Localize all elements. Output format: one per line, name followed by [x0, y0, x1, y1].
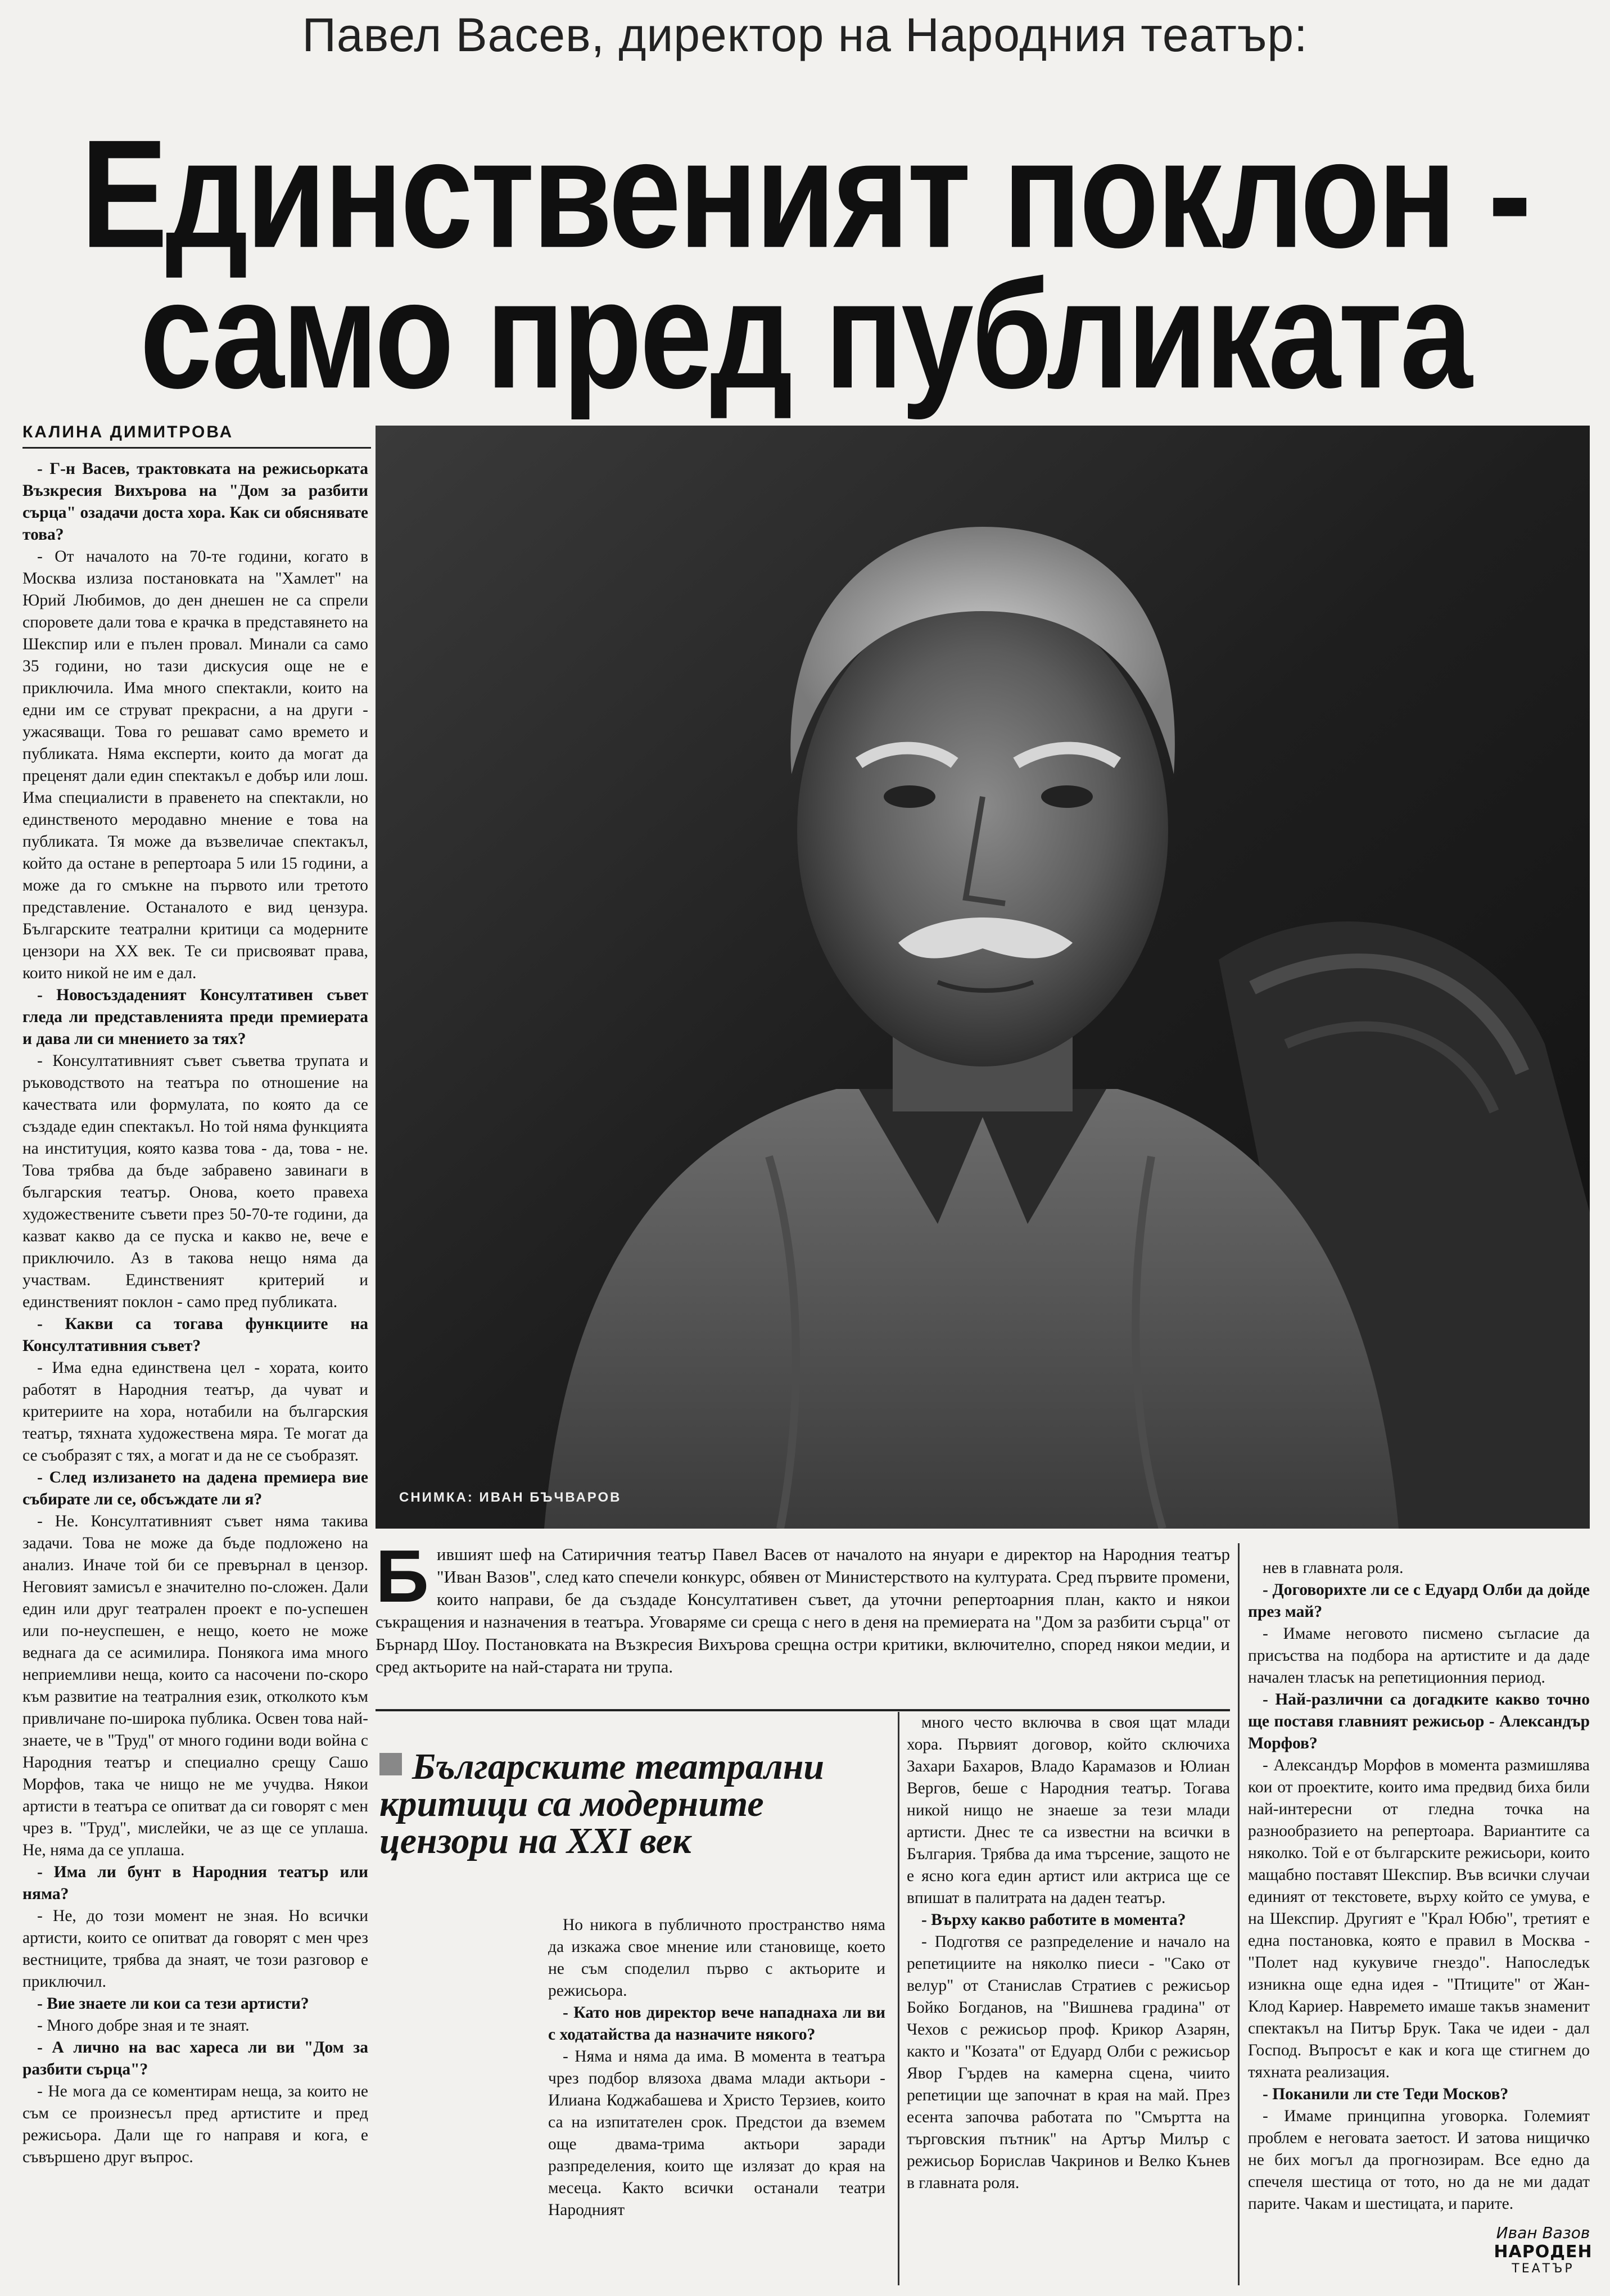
interview-question: - Като нов директор вече нападнаха ли ви с ходатайства да назначите някого?	[548, 2004, 885, 2044]
interview-answer: - Не. Консултативният съвет няма такива задачи. Това не може да бъде подложено на анализ. Иначе той би се превърнал в цензор. Неговият замисъл е значително по-сложен. Дали един или друг театрален проект е по-успешен или по-неуспешен, е нещо, което не може веднага да се асимилира. Понякога има много неприемливи неща, които са насочени по-скоро към развитие на театралния език, отколкото към привличане по-широка публика. Освен това най-знаете, че в "Труд" от много години води война с Народния театър и специално срещу Сашо Морфов, така че нищо не ме учудва. Някои артисти в театъра се опитват да си говорят с мен чрез в. "Труд", мислейки, че аз ще се уплаша. Не, няма да се уплаша.	[22, 1512, 368, 1859]
drop-cap: Б	[376, 1543, 429, 1617]
headline-line-2: само пред публиката	[139, 248, 1471, 421]
interview-answer: - Александър Морфов в момента размишлява кои от проектите, които има предвид биха били най-интересни от гледна точка на разнообразието на репертоара. Вариантите са няколко. Той е от българските режисьори, които мащабно поставят Шекспир. Във всички случаи единият от текстовете, върху който се умува, е на Шекспир. Другият е "Крал Юбю", третият е една постановка, която е правил в Москва - "Полет над кукувиче гнездо". Напоследък изникна още една идея - "Птиците" от Жан-Клод Кариер. Навремето имаше такъв знаменит спектакъл на Питър Брук. Така че идеи - дал Господ. Въпросът е как и кога ще стигнем до тяхната реализация.	[1248, 1756, 1590, 2081]
interview-question: - Какви са тогава функциите на Консултативния съвет?	[22, 1315, 368, 1355]
kicker: Павел Васев, директор на Народния театър:	[302, 8, 1308, 61]
interview-answer: - Не, до този момент не зная. Но всички артисти, които се опитват да говорят с мен чрез вестниците, трябва да знаят, че този разговор е приключил.	[22, 1907, 368, 1991]
interview-question: - Върху какво работите в момента?	[921, 1911, 1186, 1929]
subhead-text: Българските театрални критици са модерните цензори на XXI век	[379, 1746, 825, 1861]
byline: КАЛИНА ДИМИТРОВА	[22, 423, 234, 441]
lead-text: ившият шеф на Сатиричния театър Павел Васев от началото на януари е директор на Народния театър "Иван Вазов", след като спечели конкурс, обявен от Министерството на културата. Сред първите промени, които направи, бе да създаде Консултативен съвет, да уточни репертоарния план, както и някои съкращения и назначения в театъра. Уговаряме си среща с него в деня на премиерата на "Дом за разбити сърца" от Бърнард Шоу. Постановката на Възкресия Вихърова срещна остри критики, включително, според някои медии, и сред актьорите на най-старата ни трупа.	[376, 1544, 1230, 1676]
interview-question: - Новосъздаденият Консултативен съвет гледа ли представленията преди премиерата и дава ли си мнението за тях?	[22, 986, 368, 1048]
interview-answer: - Не мога да се коментирам неща, за които не съм се произнесъл пред артистите и пред режисьора. Дали ще го направя и кога, е съвършено друг въпрос.	[22, 2082, 368, 2166]
interview-answer: много често включва в своя щат млади хора. Първият договор, който сключихa Захари Бахаров, Владо Карамазов и Юлиан Вергов, беше с Народния театър. Тогава никой нищо не знаеше за тези млади артисти. Днес те са известни на всички в България. Трябва да има търсение, защото не е ясно кога един артист или актриса ще се впишат в палитрата на даден театър.	[907, 1714, 1230, 1907]
interview-question: - Поканили ли сте Теди Москов?	[1263, 2085, 1509, 2103]
lead-paragraph	[376, 1543, 1230, 1701]
interview-answer: - Няма и няма да има. В момента в театъра чрез подбор влязоха двама млади актьори - Илиана Коджабашева и Христо Терзиев, които са на изпитателен срок. Предстои да вземем още двама-трима актьори заради разпределения, които ще излязат до края на месеца. Както всички останали театри Народният	[548, 2048, 885, 2219]
theatre-stamp-logo	[1484, 2223, 1602, 2285]
interview-question: - Г-н Васев, трактовката на режисьорката Възкресия Вихърова на "Дом за разбити сърца" озадачи доста хора. Как си обяснявате това?	[22, 460, 368, 544]
article-column-1	[22, 458, 368, 2285]
interview-answer: - Имаме неговото писмено съгласие да присъства на подбора на артистите и да даде начален тласък на репетиционния период.	[1248, 1625, 1590, 1687]
stamp-line-2: НАРОДЕН	[1494, 2242, 1593, 2262]
article-column-4	[907, 1712, 1230, 2285]
interview-answer: нев в главната роля.	[1263, 1559, 1404, 1577]
interview-answer: Но никога в публичното пространство няма да изкажа свое мнение или становище, което не съм споделил първо с актьорите и режисьора.	[548, 1916, 885, 2000]
subhead	[379, 1748, 891, 1860]
interview-question: - А лично на вас хареса ли ви "Дом за разбити сърца"?	[22, 2039, 368, 2078]
lead-rule	[376, 1709, 1230, 1711]
interview-answer: - Имаме принципна уговорка. Големият проблем е неговата заетост. И затова нищичко не бих могъл да прогнозирам. Все едно да спечеля шестица от тото, но да не ми дадат парите. Чакам и шестицата, и парите.	[1248, 2107, 1590, 2213]
portrait-photo	[376, 426, 1590, 1529]
interview-question: - След излизането на дадена премиера вие събирате ли се, обсъждате ли я?	[22, 1468, 368, 1508]
interview-question: - Има ли бунт в Народния театър или няма?	[22, 1863, 368, 1903]
interview-question: - Най-различни са догадките какво точно ще поставя главният режисьор - Александър Морфов?	[1248, 1691, 1590, 1752]
article-column-5	[1248, 1557, 1590, 2285]
portrait-illustration	[376, 426, 1590, 1529]
interview-question: - Вие знаете ли кои са тези артисти?	[37, 1995, 309, 2013]
interview-answer: - Има една единствена цел - хората, които работят в Народния театър, да чуват и критериите на хора, нотабили на българския театър, тяхната художествена мяра. Те могат да се съобразят с тях, а могат и да не се съобразят.	[22, 1359, 368, 1465]
interview-answer: - Подготвя се разпределение и начало на репетициите на няколко пиеси - "Сако от велур" от Станислав Стратиев с режисьор Бойко Богданов, на "Вишнева градина" от Чехов с режисьор проф. Крикор Азарян, както и "Козата" от Едуард Олби с режисьор Явор Гърдев на камерна сцена, чиито репетиции ще започнат в края на май. През есента започва работата по "Смъртта на търговския пътник" на Артър Милър с режисьор Борислав Чакринов и Велко Кънев в главната роля.	[907, 1933, 1230, 2192]
article-column-3	[548, 1914, 885, 2285]
interview-answer: - От началото на 70-те години, когато в Москва излиза постановката на "Хамлет" на Юрий Любимов, до ден днешен не са спрели споровете дали това е крачка в представянето на Шекспир или е пълен провал. Минали са само 35 години, но тази дискусия още не е приключила. Има много спектакли, които на едни им се струват прекрасни, а на други - ужасяващи. Това го решават само времето и публиката. Няма експерти, които да могат да преценят дали един спектакъл е добър или лош. Има специалисти в правенето на спектакли, но единственото меродавно мнение е това на публиката. Тя може да възвеличае спектакъл, който да остане в репертоара 5 или 15 години, а може да го смъкне на първото или третото представление. Останалото е вид цензура. Българските театрални критици са модерните цензори на XX век. Те си присвояват права, които никой не им е дал.	[22, 548, 368, 982]
interview-answer: - Консултативният съвет съветва трупата и ръководството на театъра по отношение на качествата или формулата, по която да се създаде един спектакъл. Но той няма функцията на институция, която казва това - да, това - не. Това трябва да бъде забравено завинаги в българския театър. Онова, което правеха художествените съвети през 50-70-те години, да казват какво да се пуска и какво не, вече е приключило. Аз в такова нещо няма да участвам. Единственият критерий и единственият поклон - само пред публиката.	[22, 1052, 368, 1311]
column-rule	[898, 1712, 899, 2285]
stamp-line-1: Иван Вазов	[1496, 2223, 1590, 2242]
column-rule	[1238, 1543, 1240, 2285]
subhead-square-icon	[379, 1753, 402, 1775]
byline-rule	[22, 447, 371, 449]
headline-line-1: Единственият поклон -	[80, 108, 1530, 281]
photo-credit: СНИМКА: ИВАН БЪЧВАРОВ	[399, 1490, 622, 1505]
stamp-line-3: ТЕАТЪР	[1512, 2262, 1575, 2276]
interview-question: - Договорихте ли се с Едуард Олби да дойде през май?	[1248, 1581, 1590, 1621]
interview-answer: - Много добре зная и те знаят.	[37, 2017, 250, 2035]
